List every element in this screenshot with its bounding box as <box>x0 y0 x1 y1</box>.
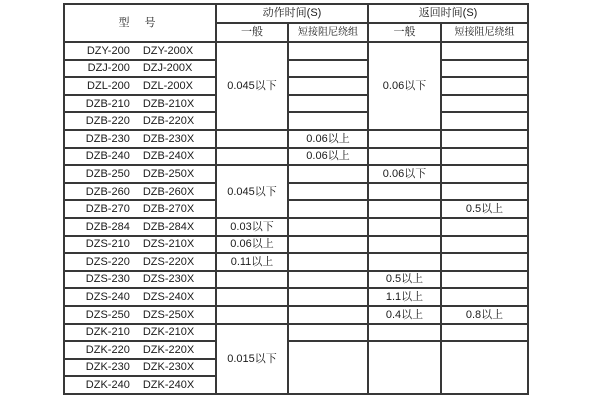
return-general-cell <box>368 183 441 201</box>
model-name: DZB-220 <box>85 115 130 128</box>
return-damped-cell <box>441 236 528 254</box>
model-name: DZS-230X <box>142 273 195 286</box>
model-name: DZB-270X <box>142 203 195 216</box>
model-name: DZS-220X <box>142 255 195 268</box>
model-cell <box>64 218 216 236</box>
model-cell <box>64 306 216 324</box>
model-cell <box>64 42 216 60</box>
table-row <box>64 306 528 324</box>
return-damped-cell <box>441 130 528 148</box>
return-general-cell <box>368 218 441 236</box>
return-general-cell <box>368 236 441 254</box>
table-row <box>64 183 528 201</box>
action-damped-cell <box>288 60 368 78</box>
return-general-cell <box>368 253 441 271</box>
model-cell <box>64 253 216 271</box>
model-name: DZS-220 <box>85 255 130 268</box>
return-damped-cell <box>441 183 528 201</box>
action-general-cell: 0.015以下 <box>216 324 288 395</box>
model-cell <box>64 77 216 95</box>
action-damped-cell <box>288 200 368 218</box>
action-damped-cell <box>288 42 368 60</box>
model-cell <box>64 165 216 183</box>
return-general-cell: 0.4以上 <box>368 306 441 324</box>
return-general-cell <box>368 341 441 394</box>
action-general-cell: 0.03以下 <box>216 218 288 236</box>
return-general-cell <box>368 148 441 166</box>
model-name: DZS-240 <box>85 291 130 304</box>
model-name: DZB-210 <box>85 97 130 110</box>
model-name: DZB-284 <box>85 220 130 233</box>
model-name: DZB-250 <box>85 167 130 180</box>
table-row <box>64 200 528 218</box>
action-damped-cell <box>288 112 368 130</box>
model-name: DZL-200X <box>142 79 193 92</box>
model-name: DZB-240 <box>85 150 130 163</box>
return-damped-cell <box>441 288 528 306</box>
model-name: DZL-200 <box>87 79 130 92</box>
action-general-cell: 0.06以上 <box>216 236 288 254</box>
header-model: 型 号 <box>64 4 216 42</box>
action-damped-cell <box>288 165 368 183</box>
action-general-cell <box>216 271 288 289</box>
model-name: DZY-200 <box>86 44 130 57</box>
header-action-general: 一般 <box>216 23 288 42</box>
action-damped-cell <box>288 288 368 306</box>
return-damped-cell <box>441 341 528 394</box>
return-damped-cell <box>441 60 528 78</box>
model-name: DZY-200X <box>142 44 194 57</box>
return-general-cell <box>368 324 441 342</box>
return-general-cell <box>368 200 441 218</box>
action-damped-cell <box>288 95 368 113</box>
action-general-cell <box>216 306 288 324</box>
model-name: DZS-210X <box>142 238 195 251</box>
return-damped-cell <box>441 77 528 95</box>
model-cell <box>64 183 216 201</box>
action-damped-cell <box>288 218 368 236</box>
model-cell <box>64 60 216 78</box>
table-row <box>64 42 528 60</box>
model-name: DZJ-200X <box>142 62 193 75</box>
model-name: DZB-260 <box>85 185 130 198</box>
action-general-cell <box>216 130 288 148</box>
action-damped-cell: 0.06以上 <box>288 130 368 148</box>
model-name: DZB-284X <box>142 220 195 233</box>
model-name: DZS-250X <box>142 308 195 321</box>
return-general-cell <box>368 130 441 148</box>
table-row <box>64 271 528 289</box>
model-name: DZB-210X <box>142 97 195 110</box>
model-name: DZK-220 <box>85 343 130 356</box>
model-cell <box>64 130 216 148</box>
action-damped-cell <box>288 306 368 324</box>
model-cell <box>64 112 216 130</box>
model-name: DZJ-200 <box>87 62 130 75</box>
table-row <box>64 165 528 183</box>
model-name: DZB-240X <box>142 150 195 163</box>
header-return-damped-winding: 短接阻尼绕组 <box>441 23 528 42</box>
model-name: DZB-270 <box>85 203 130 216</box>
table-row <box>64 288 528 306</box>
return-damped-cell <box>441 271 528 289</box>
return-general-cell: 0.06以下 <box>368 42 441 130</box>
return-general-cell: 1.1以上 <box>368 288 441 306</box>
table-row <box>64 324 528 342</box>
model-name: DZK-230 <box>85 361 130 374</box>
model-name: DZK-240X <box>142 379 195 392</box>
model-cell <box>64 148 216 166</box>
model-name: DZS-210 <box>85 238 130 251</box>
action-general-cell: 0.11以上 <box>216 253 288 271</box>
table-row <box>64 148 528 166</box>
action-general-cell: 0.045以下 <box>216 42 288 130</box>
action-damped-cell <box>288 77 368 95</box>
model-cell <box>64 376 216 394</box>
action-damped-cell <box>288 271 368 289</box>
return-damped-cell <box>441 253 528 271</box>
model-cell <box>64 359 216 377</box>
model-name: DZB-230X <box>142 132 195 145</box>
action-damped-cell <box>288 253 368 271</box>
model-name: DZK-210 <box>85 326 130 339</box>
header-action-damped-winding: 短接阻尼绕组 <box>288 23 368 42</box>
model-name: DZS-250 <box>85 308 130 321</box>
table-row <box>64 77 528 95</box>
model-cell <box>64 324 216 342</box>
model-name: DZK-210X <box>142 326 195 339</box>
action-damped-cell <box>288 324 368 342</box>
model-name: DZB-250X <box>142 167 195 180</box>
model-cell <box>64 271 216 289</box>
table-row <box>64 112 528 130</box>
return-damped-cell <box>441 165 528 183</box>
return-general-cell: 0.5以上 <box>368 271 441 289</box>
action-damped-cell <box>288 236 368 254</box>
model-name: DZK-240 <box>85 379 130 392</box>
return-damped-cell: 0.5以上 <box>441 200 528 218</box>
model-cell <box>64 288 216 306</box>
action-general-cell <box>216 148 288 166</box>
return-damped-cell <box>441 42 528 60</box>
relay-spec-table <box>63 3 529 395</box>
model-name: DZS-230 <box>85 273 130 286</box>
return-damped-cell <box>441 112 528 130</box>
model-name: DZS-240X <box>142 291 195 304</box>
model-cell <box>64 341 216 359</box>
table-row <box>64 95 528 113</box>
return-damped-cell <box>441 324 528 342</box>
table-row <box>64 218 528 236</box>
header-return-general: 一般 <box>368 23 441 42</box>
model-name: DZB-260X <box>142 185 195 198</box>
table-row <box>64 236 528 254</box>
action-general-cell <box>216 288 288 306</box>
model-name: DZK-220X <box>142 343 195 356</box>
table-row <box>64 60 528 78</box>
return-general-cell: 0.06以下 <box>368 165 441 183</box>
table-row <box>64 253 528 271</box>
model-cell <box>64 95 216 113</box>
return-damped-cell: 0.8以上 <box>441 306 528 324</box>
model-name: DZB-220X <box>142 115 195 128</box>
model-name: DZK-230X <box>142 361 195 374</box>
action-damped-cell <box>288 341 368 394</box>
return-damped-cell <box>441 148 528 166</box>
model-cell <box>64 236 216 254</box>
model-cell <box>64 200 216 218</box>
action-general-cell: 0.045以下 <box>216 165 288 218</box>
header-return-time: 返回时间(S) <box>368 4 528 23</box>
return-damped-cell <box>441 95 528 113</box>
action-damped-cell <box>288 183 368 201</box>
table-row <box>64 130 528 148</box>
table-row <box>64 341 528 359</box>
model-name: DZB-230 <box>85 132 130 145</box>
action-damped-cell: 0.06以上 <box>288 148 368 166</box>
return-damped-cell <box>441 218 528 236</box>
header-action-time: 动作时间(S) <box>216 4 368 23</box>
